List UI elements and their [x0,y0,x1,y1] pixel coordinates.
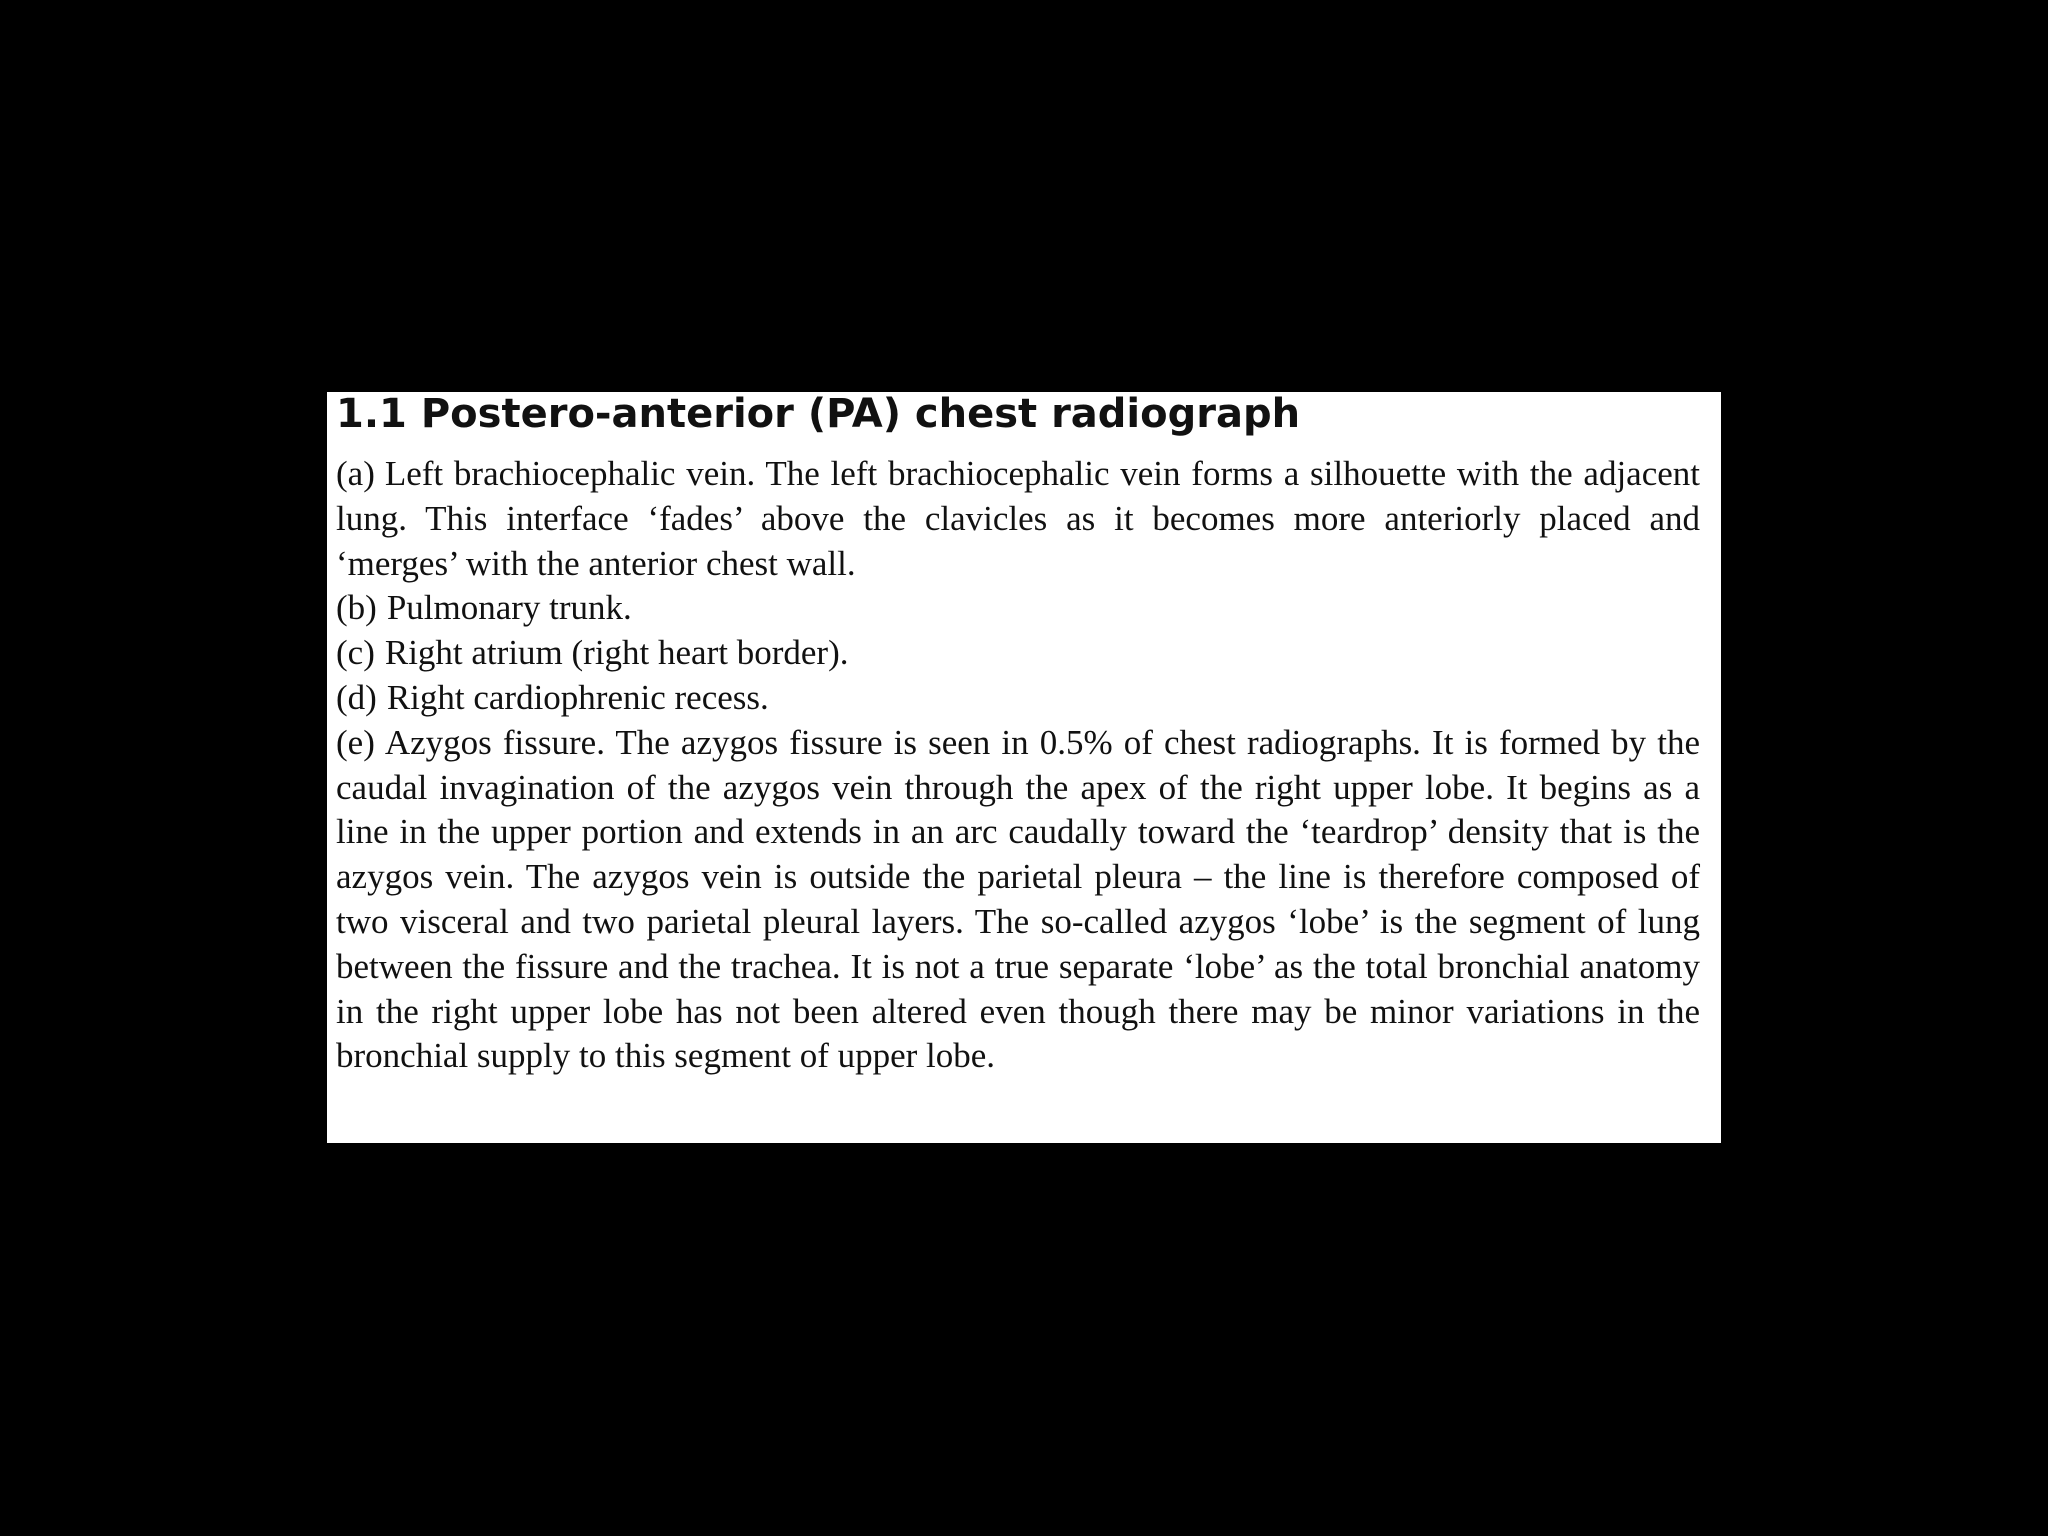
document-page [327,392,1721,1143]
answer-text: Right cardiophrenic recess. [386,677,769,717]
answer-label: (d) [336,677,377,717]
answer-item-c [336,631,1700,676]
answer-text: Left brachiocephalic vein. The left brachiocephalic vein forms a silhouette with the adjacent lung. This interface ‘fades’ above the clavicles as it becomes more anteriorly placed and ‘merges’ with the anterior chest wall. [336,454,1700,583]
answer-item-b [336,586,1700,631]
section-title: Postero-anterior (PA) chest radiograph [420,391,1301,437]
answer-label: (e) [336,722,375,762]
section-number: 1.1 [336,391,407,437]
answer-text: Azygos fissure. The azygos fissure is seen in 0.5% of chest radiographs. It is formed by the caudal invagination of the azygos vein through the apex of the right upper lobe. It begins as a line in the upper portion and extends in an arc caudally toward the ‘teardrop’ density that is the azygos vein. The azygos vein is outside the parietal pleura – the line is therefore composed of two visceral and two parietal pleural layers. The so-called azygos ‘lobe’ is the segment of lung between the fissure and the trachea. It is not a true separate ‘lobe’ as the total bronchial anatomy in the right upper lobe has not been altered even though there may be minor variations in the bronchial supply to this segment of upper lobe. [336,722,1700,1076]
answer-label: (a) [336,454,375,493]
section-heading [336,392,1700,436]
answer-text: Right atrium (right heart border). [384,633,849,673]
answer-item-a [336,452,1700,586]
answer-text: Pulmonary trunk. [386,588,632,628]
answer-label: (c) [336,633,375,673]
answer-label: (b) [336,588,377,628]
answer-item-d [336,676,1700,721]
answer-item-e [336,721,1700,1079]
answer-list [336,452,1700,1079]
